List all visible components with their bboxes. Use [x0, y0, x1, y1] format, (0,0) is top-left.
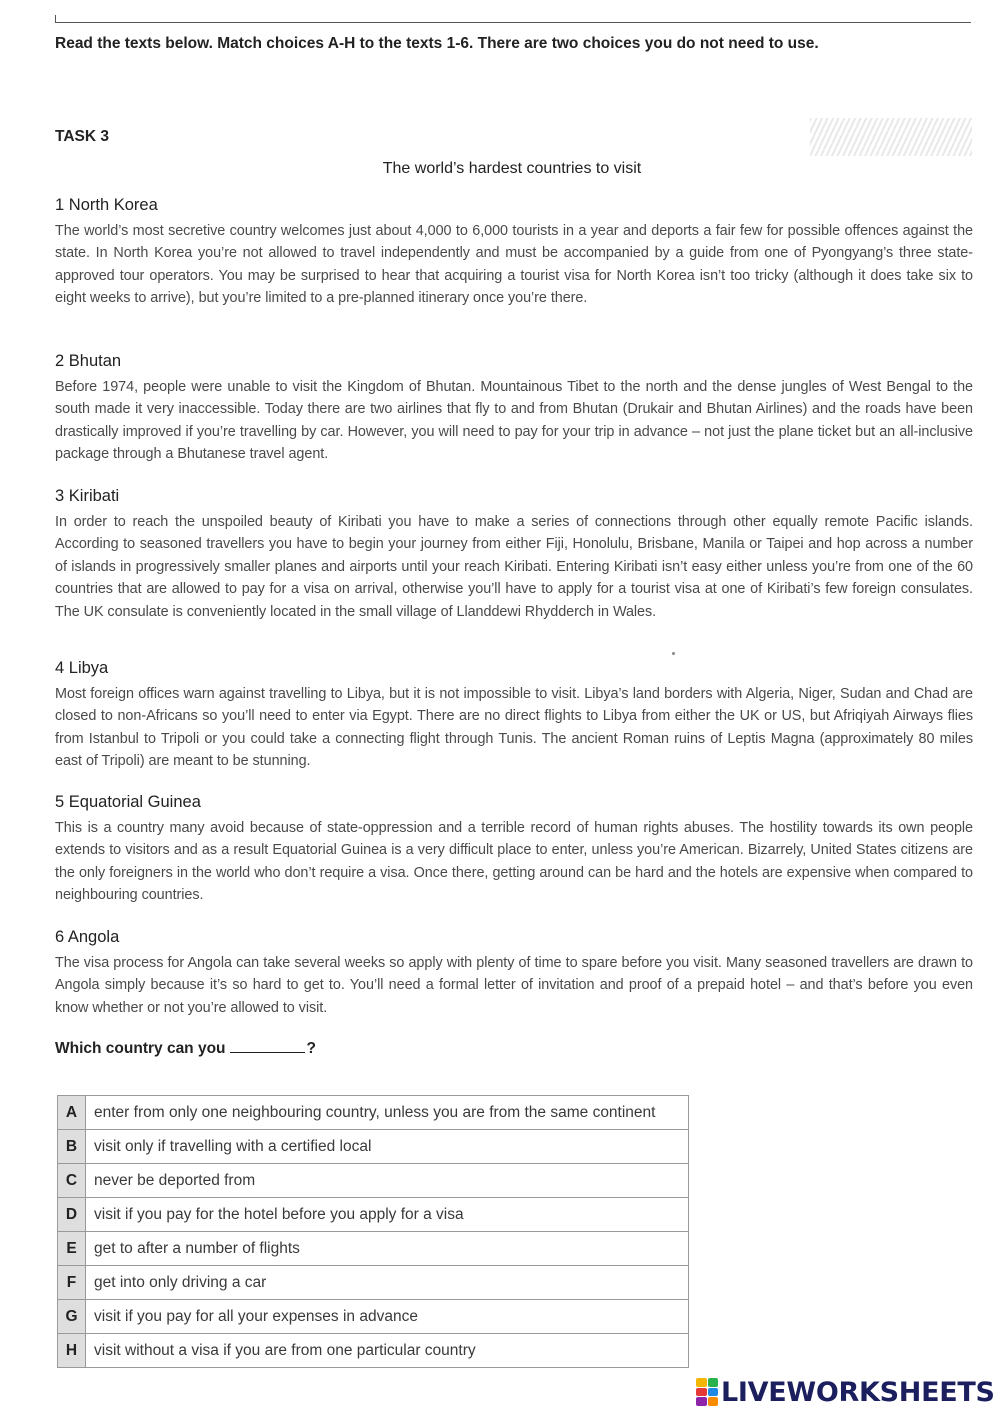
- question-mark: ?: [306, 1040, 316, 1057]
- choice-text: enter from only one neighbouring country, unless you are from the same continent: [86, 1096, 689, 1130]
- page-title: The world’s hardest countries to visit: [382, 160, 642, 177]
- section-heading: [55, 194, 973, 216]
- choice-text: get into only driving a car: [86, 1266, 689, 1300]
- choice-text: never be deported from: [86, 1164, 689, 1198]
- choice-row[interactable]: [58, 1096, 689, 1130]
- section-body: This is a country many avoid because of state-oppression and a terrible record of human rights abuses. The hostility towards its own people extends to visitors and as a result Equatorial Guinea is a very difficult place to enter, unless you’re American. Bizarrely, United States citizens are the only foreigners in the world who don’t require a visa. Once there, getting around can be hard and the hotels are expensive when compared to neighbouring countries.: [55, 820, 973, 904]
- logo-badge-icon: [696, 1378, 718, 1406]
- choice-row[interactable]: [58, 1198, 689, 1232]
- section-number: 1: [55, 196, 65, 214]
- choice-row[interactable]: [58, 1266, 689, 1300]
- choice-row[interactable]: [58, 1232, 689, 1266]
- choice-row[interactable]: [58, 1130, 689, 1164]
- choice-letter: E: [58, 1232, 86, 1266]
- choice-letter: G: [58, 1300, 86, 1334]
- section-body: Most foreign offices warn against travelling to Libya, but it is not impossible to visit. Libya’s land borders with Algeria, Niger, Sudan and Chad are closed to non-Africans so you’ll need to enter via Egypt. There are no direct flights to Libya from either the UK or US, but Afriqiyah Airways flies from Istanbul to Tripoli or you could take a connecting flight through Tunis. The ancient Roman ruins of Leptis Magna (approximately 80 miles east of Tripoli) are meant to be stunning.: [55, 686, 973, 770]
- section-heading: [55, 485, 973, 507]
- choice-letter: C: [58, 1164, 86, 1198]
- choice-row[interactable]: [58, 1334, 689, 1368]
- section-bhutan: [55, 350, 973, 466]
- instructions: Read the texts below. Match choices A-H to the texts 1-6. There are two choices you do not need to use.: [55, 35, 819, 52]
- hatch-decoration: [810, 118, 972, 156]
- top-rule: [55, 22, 971, 23]
- section-title: Libya: [68, 659, 109, 677]
- logo-badge-cell: [708, 1388, 719, 1397]
- section-number: 6: [55, 928, 65, 946]
- choice-letter: H: [58, 1334, 86, 1368]
- section-body: In order to reach the unspoiled beauty of Kiribati you have to make a series of connections through other equally remote Pacific islands. According to seasoned travellers you have to begin your journey from either Fiji, Honolulu, Brisbane, Manila or Taipei and hop across a number of islands in progressively smaller planes and airports until your reach Kiribati. Entering Kiribati isn’t easy either unless you’re from one of the 60 countries that are allowed to pay for a visa on arrival, otherwise you’ll have to apply for a tourist visa at one of Kiribati’s few foreign consulates. The UK consulate is conveniently located in the small village of Llanddewi Rhydderch in Wales.: [55, 514, 973, 620]
- choice-text: visit only if travelling with a certified local: [86, 1130, 689, 1164]
- section-number: 2: [55, 352, 65, 370]
- section-title: Equatorial Guinea: [68, 793, 201, 811]
- choice-letter: F: [58, 1266, 86, 1300]
- choice-text: get to after a number of flights: [86, 1232, 689, 1266]
- question-prompt: [55, 1038, 316, 1058]
- logo-badge-cell: [696, 1388, 707, 1397]
- choice-text: visit without a visa if you are from one particular country: [86, 1334, 689, 1368]
- section-north-korea: [55, 194, 973, 310]
- section-title: Kiribati: [68, 487, 120, 505]
- choice-text: visit if you pay for the hotel before you apply for a visa: [86, 1198, 689, 1232]
- answer-blank: [230, 1038, 305, 1053]
- task-label: TASK 3: [55, 128, 109, 145]
- section-libya: [55, 657, 973, 773]
- section-title: Bhutan: [68, 352, 122, 370]
- choice-text: visit if you pay for all your expenses in advance: [86, 1300, 689, 1334]
- logo-badge-cell: [696, 1378, 707, 1387]
- section-heading: [55, 926, 973, 948]
- section-kiribati: [55, 485, 973, 623]
- choice-row[interactable]: [58, 1300, 689, 1334]
- section-heading: [55, 791, 973, 813]
- section-number: 3: [55, 487, 65, 505]
- section-body: The world’s most secretive country welcomes just about 4,000 to 6,000 tourists in a year and deports a fair few for possible offences against the state. In North Korea you’re not allowed to travel independently and must be accompanied by a guide from one of Pyongyang’s three state-approved tour operators. You may be surprised to hear that acquiring a tourist visa for North Korea isn’t too tricky (although it does take six to eight weeks to arrive), but you’re limited to a pre-planned itinerary once you’re there.: [55, 223, 973, 307]
- stray-mark: [672, 652, 675, 655]
- choice-letter: D: [58, 1198, 86, 1232]
- choice-letter: A: [58, 1096, 86, 1130]
- section-title: North Korea: [68, 196, 158, 214]
- logo-badge-cell: [696, 1397, 707, 1406]
- section-heading: [55, 657, 973, 679]
- section-body: Before 1974, people were unable to visit the Kingdom of Bhutan. Mountainous Tibet to the north and the dense jungles of West Bengal to the south made it very inaccessible. Today there are two airlines that fly to and from Bhutan (Drukair and Bhutan Airlines) and the roads have been drastically improved if you’re travelling by car. However, you will need to pay for your trip in advance – not just the plane ticket but an all-inclusive package through a Bhutanese travel agent.: [55, 379, 973, 463]
- choices-table: [57, 1095, 689, 1368]
- section-body: The visa process for Angola can take several weeks so apply with plenty of time to spare before you visit. Many seasoned travellers are drawn to Angola simply because it’s so hard to get to. You’ll need a formal letter of invitation and proof of a prepaid hotel – and that’s before you even know whether or not you’re allowed to visit.: [55, 955, 973, 1016]
- choice-letter: B: [58, 1130, 86, 1164]
- choice-row[interactable]: [58, 1164, 689, 1198]
- logo-text: LIVEWORKSHEETS: [721, 1376, 995, 1408]
- section-heading: [55, 350, 973, 372]
- section-number: 5: [55, 793, 65, 811]
- liveworksheets-logo[interactable]: [696, 1375, 995, 1409]
- question-text: Which country can you: [55, 1040, 226, 1057]
- logo-badge-cell: [708, 1397, 719, 1406]
- section-angola: [55, 926, 973, 1019]
- section-title: Angola: [67, 928, 120, 946]
- section-equatorial-guinea: [55, 791, 973, 907]
- logo-badge-cell: [708, 1378, 719, 1387]
- section-number: 4: [55, 659, 65, 677]
